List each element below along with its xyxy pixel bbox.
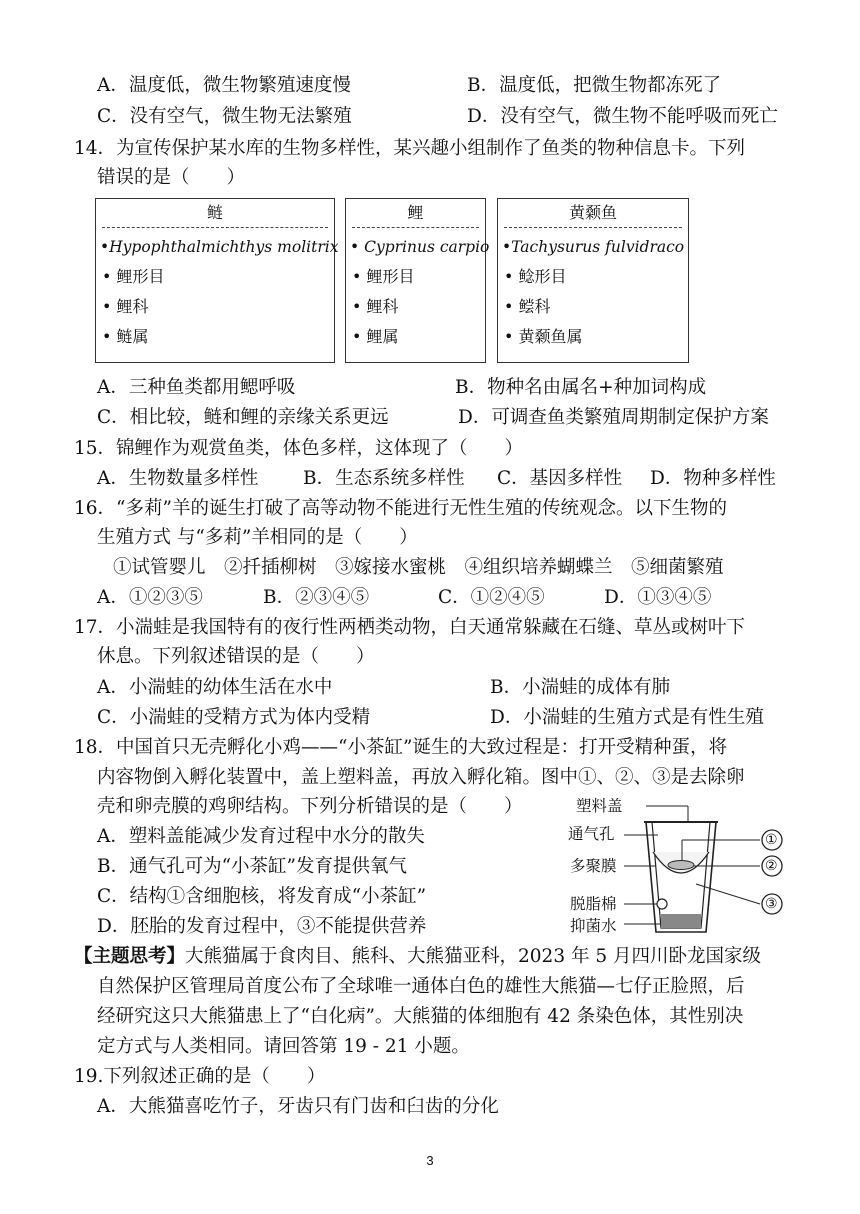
label-plastic-lid: 塑料盖 [576,797,623,815]
card-family: • 鲿科 [504,297,551,316]
card-title: 黄颡鱼 [568,203,617,222]
q17-option-b: B．小湍蛙的成体有肺 [490,677,671,698]
q18-stem-line3: 壳和卵壳膜的鸡卵结构。下列分析错误的是（ ） [97,796,523,817]
marker-1: ① [765,832,778,848]
card-scientific-name: •Hypophthalmichthys molitrix [100,238,339,256]
q16-option-d: D．①③④⑤ [604,587,712,608]
q16-option-b: B．②③④⑤ [263,587,370,608]
q15-option-c: C．基因多样性 [497,468,623,489]
q14-stem-line2: 错误的是（ ） [97,167,246,188]
page-number: 3 [426,1153,434,1168]
q17-stem-line1: 17．小湍蛙是我国特有的夜行性两栖类动物，白天通常躲藏在石缝、草丛或树叶下 [74,617,746,638]
card-family: • 鲤科 [102,297,149,316]
q14-option-b: B．物种名由属名+种加词构成 [455,377,707,398]
theme-line3: 经研究这只大熊猫患上了“白化病”。大熊猫的体细胞有 42 条染色体，其性别决 [97,1006,744,1027]
card-order: • 鲶形目 [504,267,567,286]
marker-2: ② [765,858,778,874]
species-card-yellow-catfish [497,198,689,363]
theme-heading: 【主题思考】 [74,946,186,967]
label-cotton: 脱脂棉 [570,895,617,913]
card-order: • 鲤形目 [102,267,165,286]
theme-line1: 【主题思考】大熊猫属于食肉目、熊科、大熊猫亚科，2023 年 5 月四川卧龙国家级 [74,946,762,967]
q13-option-a: A．温度低，微生物繁殖速度慢 [97,75,351,96]
card-scientific-name: • Cyprinus carpio [350,238,490,256]
card-title: 鲤 [407,203,424,222]
card-genus: • 鲢属 [102,327,149,346]
q16-stem-line2: 生殖方式 与“多莉”羊相同的是（ ） [97,527,418,548]
q16-items: ①试管婴儿 ②扦插柳树 ③嫁接水蜜桃 ④组织培养蝴蝶兰 ⑤细菌繁殖 [113,557,724,578]
q13-option-b: B．温度低，把微生物都冻死了 [467,75,722,96]
q13-option-c: C．没有空气，微生物无法繁殖 [97,106,352,127]
card-divider [102,227,328,228]
marker-3: ③ [765,896,778,912]
q18-option-d: D．胚胎的发育过程中，③不能提供营养 [97,916,427,937]
q17-stem-line2: 休息。下列叙述错误的是（ ） [97,646,375,667]
q14-option-d: D．可调查鱼类繁殖周期制定保护方案 [458,407,769,428]
label-antibacterial-water: 抑菌水 [570,917,617,935]
q17-option-a: A．小湍蛙的幼体生活在水中 [97,677,333,698]
theme-line2: 自然保护区管理局首度公布了全球唯一通体白色的雄性大熊猫—七仔正脸照，后 [97,976,745,997]
species-card-silver-carp [95,198,339,363]
theme-line4: 定方式与人类相同。请回答第 19 - 21 小题。 [97,1036,470,1057]
card-scientific-name: •Tachysurus fulvidraco [502,238,685,256]
card-family: • 鲤科 [352,297,399,316]
q19-option-a: A．大熊猫喜吃竹子，牙齿只有门齿和臼齿的分化 [97,1096,499,1117]
card-order: • 鲤形目 [352,267,415,286]
card-genus: • 鲤属 [352,327,399,346]
q18-stem-line1: 18．中国首只无壳孵化小鸡——“小茶缸”诞生的大致过程是：打开受精种蛋，将 [74,737,727,758]
q16-option-c: C．①②④⑤ [438,587,545,608]
card-divider [504,227,682,228]
q13-option-d: D．没有空气，微生物不能呼吸而死亡 [467,106,778,127]
q16-option-a: A．①②③⑤ [97,587,203,608]
q18-option-c: C．结构①含细胞核，将发育成“小茶缸” [97,886,427,907]
card-genus: • 黄颡鱼属 [504,327,583,346]
label-vent-hole: 通气孔 [568,825,615,843]
q16-stem-line1: 16．“多莉”羊的诞生打破了高等动物不能进行无性生殖的传统观念。以下生物的 [74,498,727,519]
q14-option-a: A．三种鱼类都用鳃呼吸 [97,377,296,398]
q17-option-c: C．小湍蛙的受精方式为体内受精 [97,707,371,728]
q18-option-a: A．塑料盖能减少发育过程中水分的散失 [97,826,425,847]
card-title: 鲢 [206,203,223,222]
q17-option-d: D．小湍蛙的生殖方式是有性生殖 [490,707,764,728]
q18-option-b: B．通气孔可为“小茶缸”发育提供氧气 [97,856,408,877]
q18-stem-line2: 内容物倒入孵化装置中，盖上塑料盖，再放入孵化箱。图中①、②、③是去除卵 [97,767,745,788]
species-card-common-carp [345,198,490,363]
card-divider [352,227,479,228]
q14-stem-line1: 14．为宣传保护某水库的生物多样性，某兴趣小组制作了鱼类的物种信息卡。下列 [74,138,746,159]
egg-incubator-diagram [560,792,790,944]
q15-stem: 15．锦鲤作为观赏鱼类，体色多样，这体现了（ ） [74,438,524,459]
q14-option-c: C．相比较，鲢和鲤的亲缘关系更远 [97,407,389,428]
q15-option-a: A．生物数量多样性 [97,468,259,489]
label-polymer-film: 多聚膜 [570,857,617,875]
q19-stem: 19.下列叙述正确的是（ ） [74,1066,326,1087]
q15-option-b: B．生态系统多样性 [303,468,465,489]
q15-option-d: D．物种多样性 [650,468,776,489]
